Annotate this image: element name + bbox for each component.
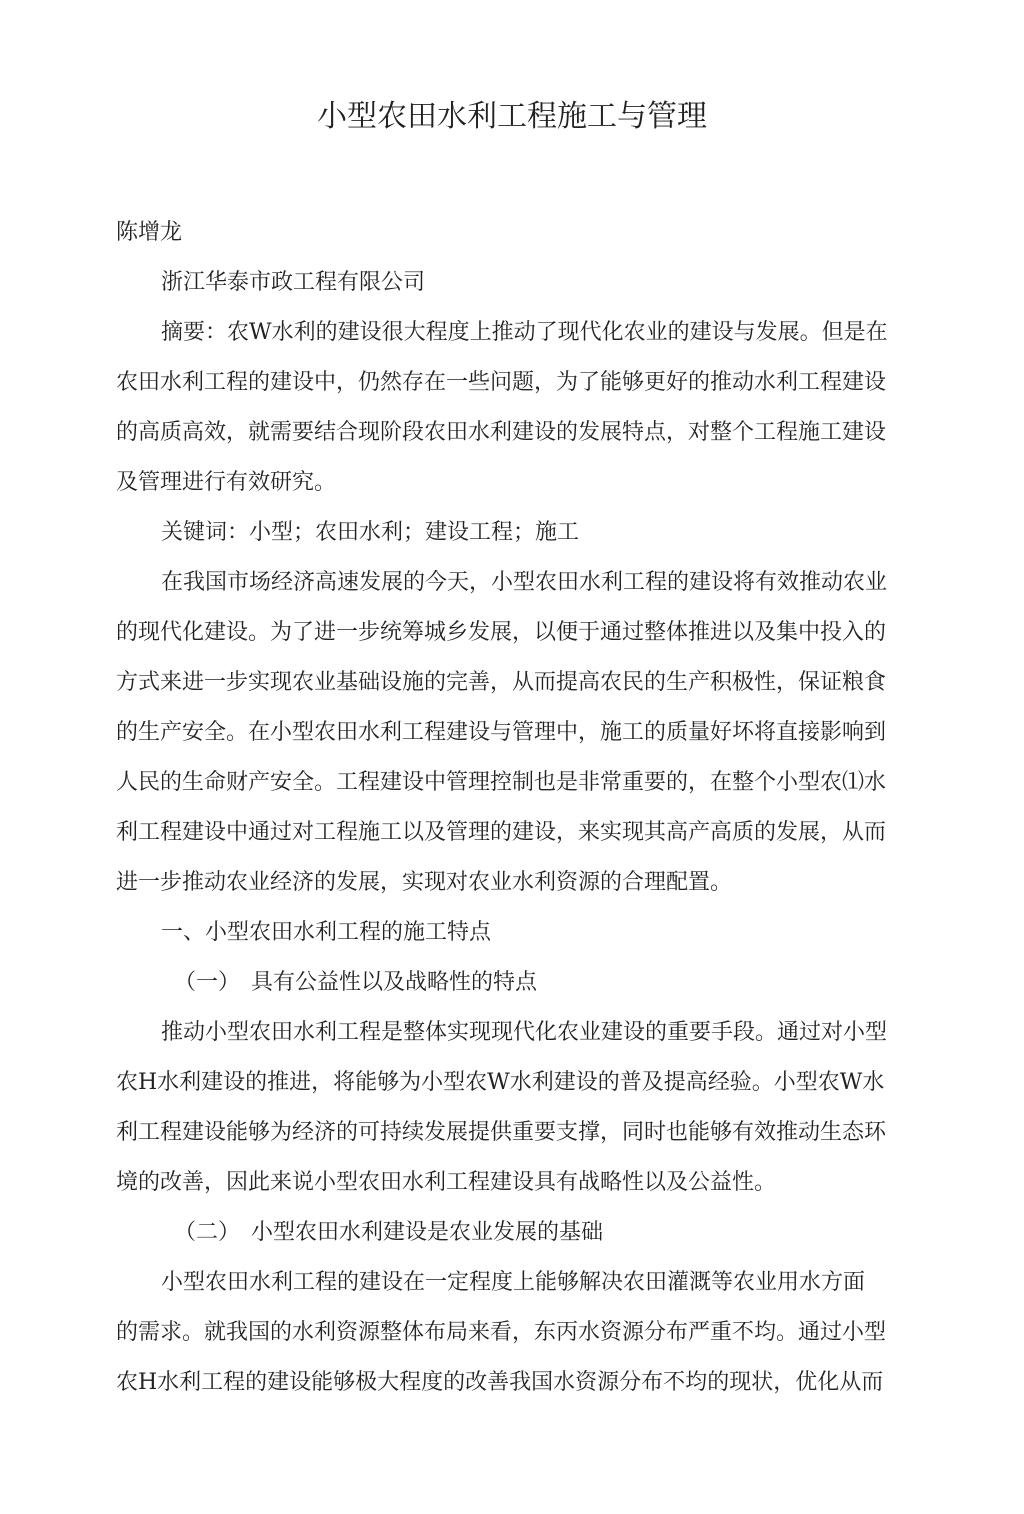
body-line: 在我国市场经济高速发展的今天，小型农田水利工程的建设将有效推动农业	[161, 570, 888, 595]
abstract-line: 农田水利工程的建设中，仍然存在一些问题，为了能够更好的推动水利工程建设	[116, 370, 887, 395]
body-line: 利工程建设中通过对工程施工以及管理的建设，来实现其高产高质的发展，从而	[116, 820, 887, 845]
body-line: 利工程建设能够为经济的可持续发展提供重要支撑，同时也能够有效推动生态环	[116, 1120, 887, 1145]
document-title: 小型农田水利工程施工与管理	[317, 99, 707, 134]
body-line: 的生产安全。在小型农田水利工程建设与管理中，施工的质量好坏将直接影响到	[116, 720, 887, 745]
body-line: 人民的生命财产安全。工程建设中管理控制也是非常重要的，在整个小型农⑴水	[116, 770, 887, 795]
author-affiliation: 浙江华泰市政工程有限公司	[161, 270, 426, 295]
section-heading: 一、小型农田水利工程的施工特点	[161, 920, 492, 945]
body-line: 的需求。就我国的水利资源整体布局来看，东丙水资源分布严重不均。通过小型	[116, 1320, 887, 1345]
body-line: 小型农田水利工程的建设在一定程度上能够解决农田灌溉等农业用水方面	[161, 1270, 866, 1295]
keywords-line: 关键词：小型；农田水利；建设工程；施工	[161, 520, 580, 545]
body-line: 进一步推动农业经济的发展，实现对农业水利资源的合理配置。	[116, 870, 733, 895]
body-line: 农H水利建设的推进，将能够为小型农W水利建设的普及提高经验。小型农W水	[116, 1070, 885, 1095]
author-name: 陈增龙	[116, 220, 183, 245]
body-line: 境的改善，因此来说小型农田水利工程建设具有战略性以及公益性。	[116, 1170, 777, 1195]
abstract-line: 摘要：农W水利的建设很大程度上推动了现代化农业的建设与发展。但是在	[161, 320, 888, 345]
abstract-line: 的高质高效，就需要结合现阶段农田水利建设的发展特点，对整个工程施工建设	[116, 420, 887, 445]
subsection-heading: （一） 具有公益性以及战略性的特点	[174, 970, 538, 995]
body-line: 方式来进一步实现农业基础设施的完善，从而提高农民的生产积极性，保证粮食	[116, 670, 887, 695]
body-line: 推动小型农田水利工程是整体实现现代化农业建设的重要手段。通过对小型	[161, 1020, 888, 1045]
abstract-line: 及管理进行有效研究。	[116, 470, 337, 495]
subsection-heading: （二） 小型农田水利建设是农业发展的基础	[174, 1220, 604, 1245]
body-line: 农H水利工程的建设能够极大程度的改善我国水资源分布不均的现状，优化从而	[116, 1370, 884, 1395]
body-line: 的现代化建设。为了进一步统筹城乡发展，以便于通过整体推进以及集中投入的	[116, 620, 887, 645]
